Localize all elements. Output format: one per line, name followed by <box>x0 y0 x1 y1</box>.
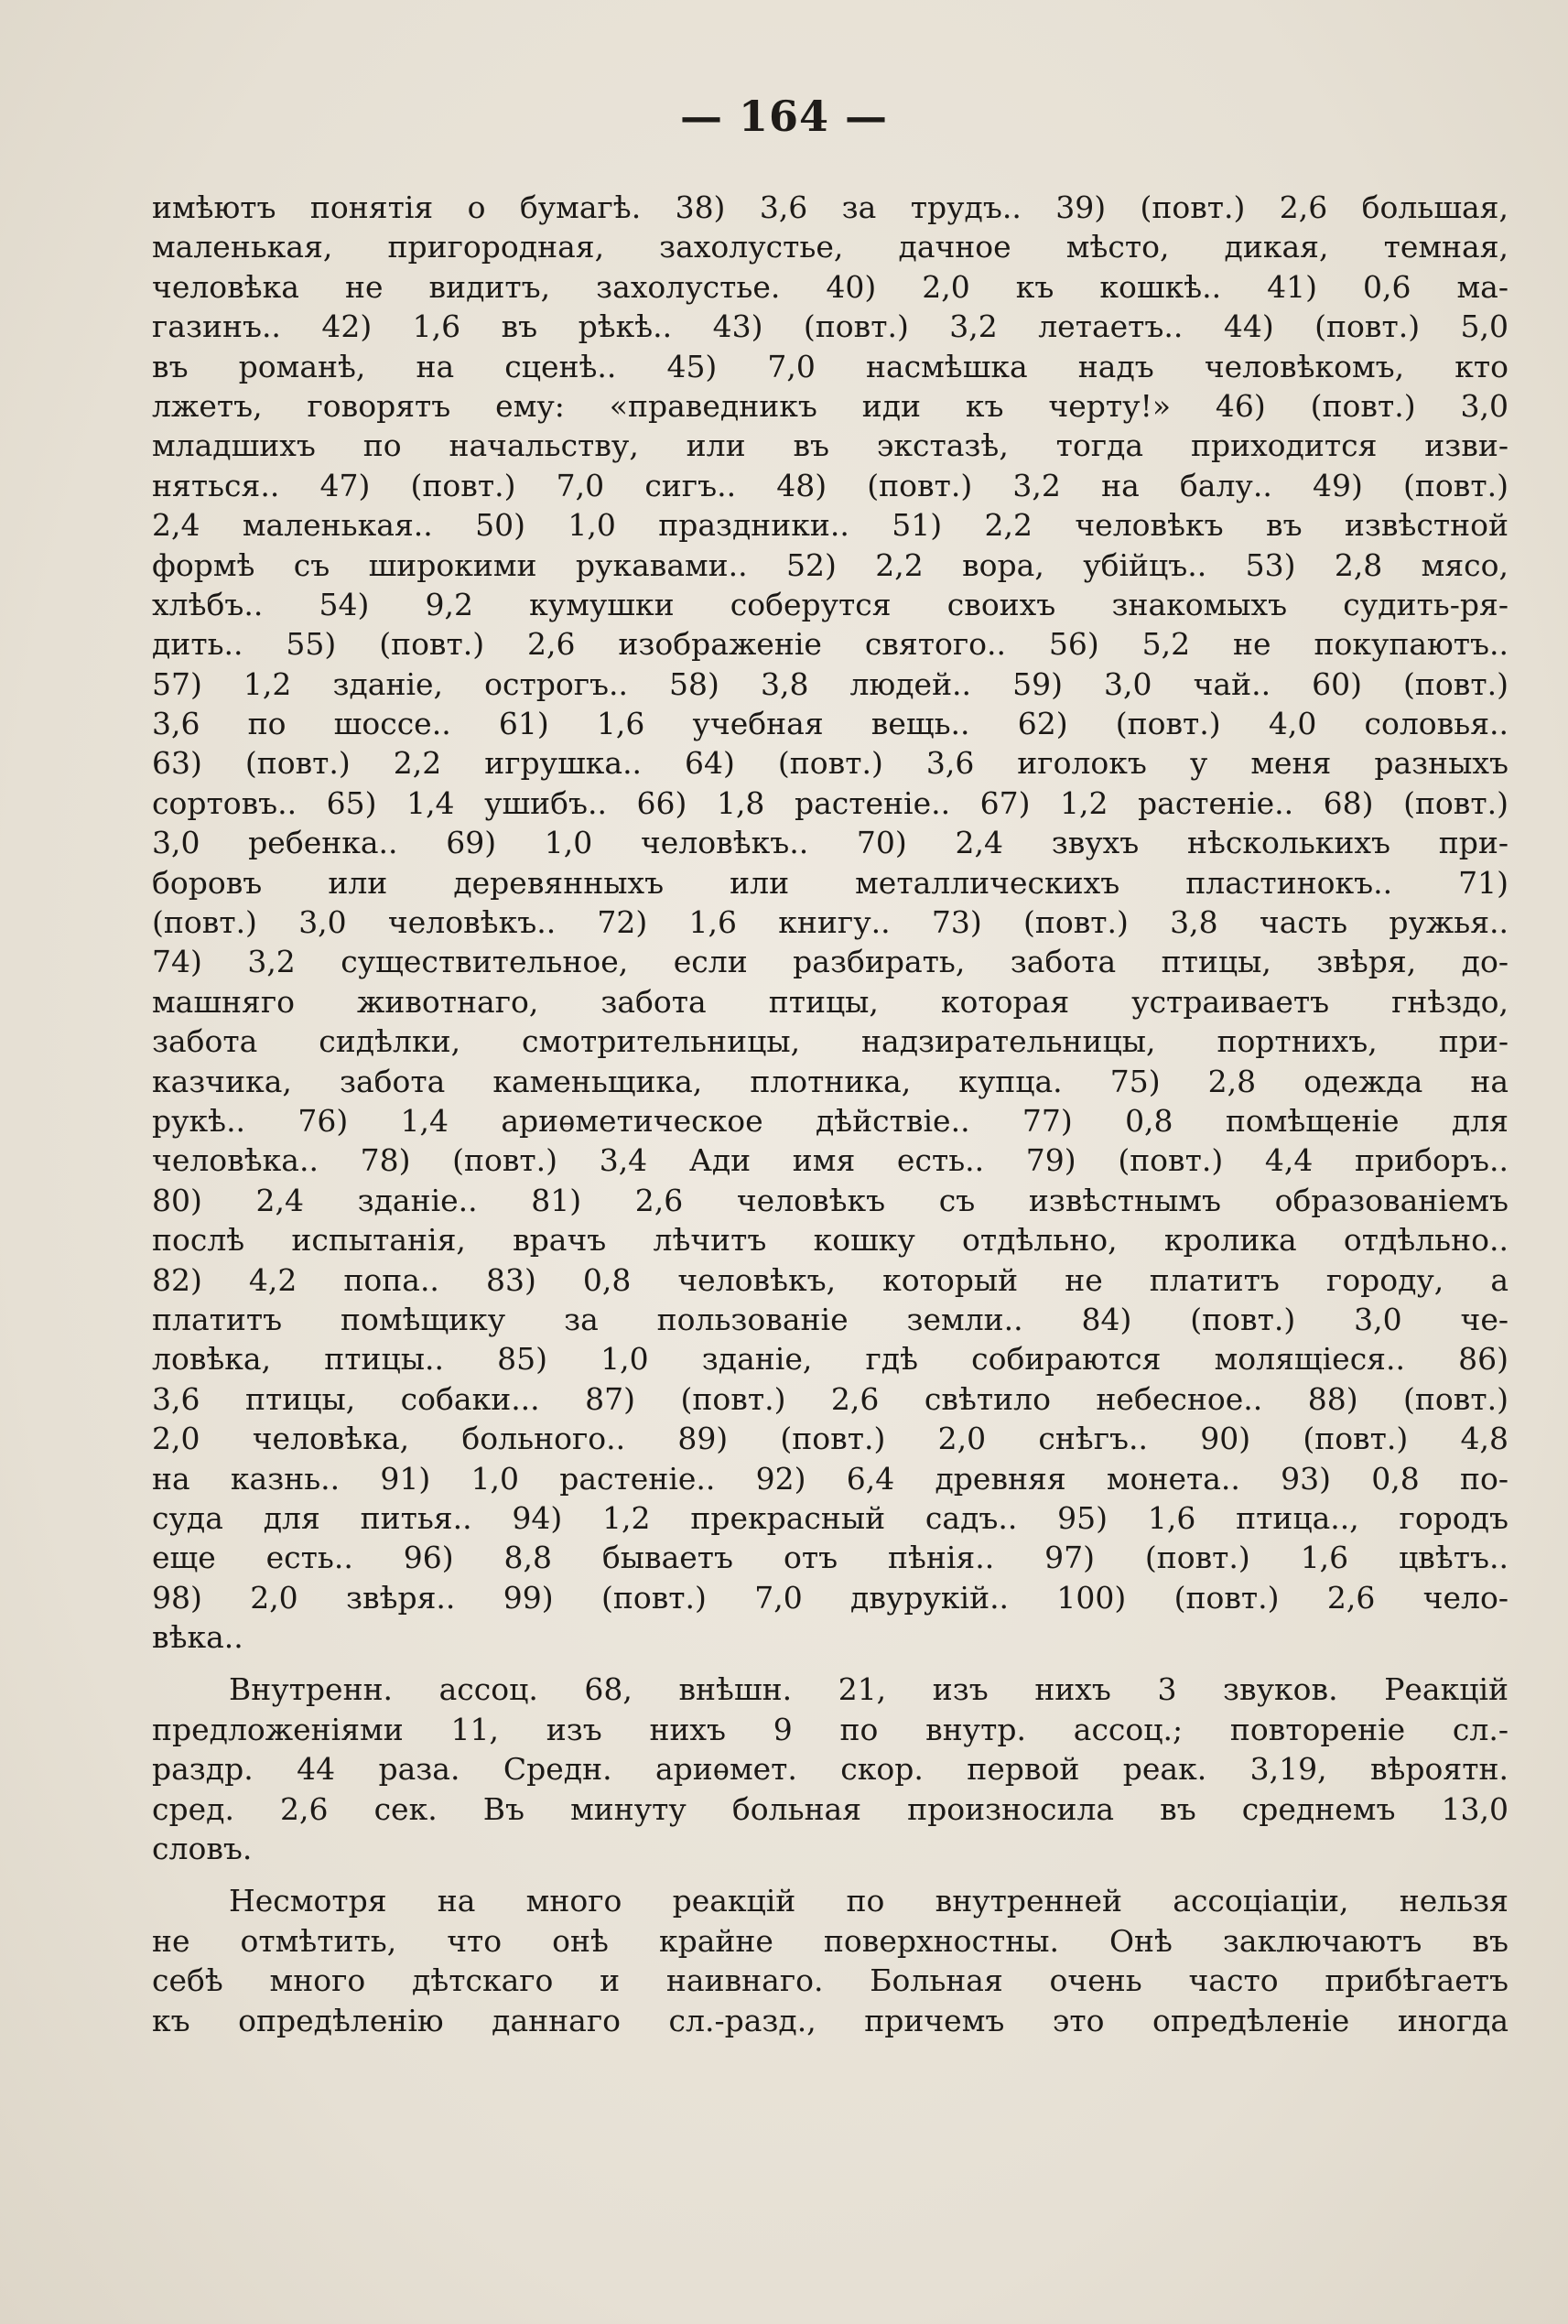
text-line: не отмѣтить, что онѣ крайне поверхностны. Онѣ заключаютъ въ <box>152 1922 1509 1959</box>
text-line: предложеніями 11, изъ нихъ 9 по внутр. ассоц.; повтореніе сл.- <box>152 1711 1509 1747</box>
text-line: Внутренн. ассоц. 68, внѣшн. 21, изъ нихъ 3 звуков. Реакцій <box>229 1671 1509 1708</box>
paragraph-analysis <box>152 1881 1509 2040</box>
text-line: сред. 2,6 сек. Въ минуту больная произносила въ среднемъ 13,0 <box>152 1790 1509 1827</box>
text-line: 98) 2,0 звѣря.. 99) (повт.) 7,0 двурукій.. 100) (повт.) 2,6 чело- <box>152 1579 1509 1616</box>
paragraph-summary <box>152 1670 1509 1868</box>
text-line: 57) 1,2 зданіе, острогъ.. 58) 3,8 людей.. 59) 3,0 чай.. 60) (повт.) <box>152 665 1509 702</box>
body-text <box>152 188 1509 2040</box>
text-line: 3,6 птицы, собаки... 87) (повт.) 2,6 свѣтило небесное.. 88) (повт.) <box>152 1380 1509 1417</box>
text-line: себѣ много дѣтскаго и наивнаго. Больная очень часто прибѣгаетъ <box>152 1962 1509 1999</box>
text-line: газинъ.. 42) 1,6 въ рѣкѣ.. 43) (повт.) 3,2 летаетъ.. 44) (повт.) 5,0 <box>152 308 1509 345</box>
text-line: сортовъ.. 65) 1,4 ушибъ.. 66) 1,8 растеніе.. 67) 1,2 растеніе.. 68) (повт.) <box>152 784 1509 821</box>
text-line: человѣка.. 78) (повт.) 3,4 Ади имя есть.. 79) (повт.) 4,4 приборъ.. <box>152 1142 1509 1179</box>
text-line: рукѣ.. 76) 1,4 ариѳметическое дѣйствіе.. 77) 0,8 помѣщеніе для <box>152 1102 1509 1139</box>
text-line: няться.. 47) (повт.) 7,0 сигъ.. 48) (повт.) 3,2 на балу.. 49) (повт.) <box>152 467 1509 503</box>
text-line: платитъ помѣщику за пользованіе земли.. 84) (повт.) 3,0 че- <box>152 1301 1509 1337</box>
text-line: 2,4 маленькая.. 50) 1,0 праздники.. 51) 2,2 человѣкъ въ извѣстной <box>152 507 1509 544</box>
text-line: 3,0 ребенка.. 69) 1,0 человѣкъ.. 70) 2,4 звухъ нѣсколькихъ при- <box>152 825 1509 861</box>
paragraph-reaction-list <box>152 188 1509 1657</box>
text-line: еще есть.. 96) 8,8 бываетъ отъ пѣнія.. 97) (повт.) 1,6 цвѣтъ.. <box>152 1540 1509 1576</box>
text-line: на казнь.. 91) 1,0 растеніе.. 92) 6,4 древняя монета.. 93) 0,8 по- <box>152 1460 1509 1497</box>
text-line: 74) 3,2 существительное, если разбирать, забота птицы, звѣря, до- <box>152 944 1509 980</box>
text-line: (повт.) 3,0 человѣкъ.. 72) 1,6 книгу.. 73) (повт.) 3,8 часть ружья.. <box>152 904 1509 941</box>
text-line: машняго животнаго, забота птицы, которая устраиваетъ гнѣздо, <box>152 983 1509 1020</box>
text-line: раздр. 44 раза. Средн. ариѳмет. скор. первой реак. 3,19, вѣроятн. <box>152 1751 1509 1788</box>
text-line: маленькая, пригородная, захолустье, дачное мѣсто, дикая, темная, <box>152 229 1509 265</box>
text-line: 2,0 человѣка, больного.. 89) (повт.) 2,0 снѣгъ.. 90) (повт.) 4,8 <box>152 1421 1509 1457</box>
text-line: формѣ съ широкими рукавами.. 52) 2,2 вора, убійцъ.. 53) 2,8 мясо, <box>152 546 1509 583</box>
text-line: хлѣбъ.. 54) 9,2 кумушки соберутся своихъ знакомыхъ судить-ря- <box>152 586 1509 622</box>
text-line: забота сидѣлки, смотрительницы, надзирательницы, портнихъ, при- <box>152 1023 1509 1060</box>
text-line: Несмотря на много реакцій по внутренней ассоціаціи, нельзя <box>229 1883 1509 1919</box>
text-line: словъ. <box>152 1831 253 1867</box>
text-line: суда для питья.. 94) 1,2 прекрасный садъ.. 95) 1,6 птица.., городъ <box>152 1499 1509 1536</box>
text-line: младшихъ по начальству, или въ экстазѣ, тогда приходится изви- <box>152 427 1509 464</box>
text-line: имѣютъ понятія о бумагѣ. 38) 3,6 за трудъ.. 39) (повт.) 2,6 большая, <box>152 189 1509 225</box>
page-number: — 164 — <box>679 92 889 141</box>
text-line: 82) 4,2 попа.. 83) 0,8 человѣкъ, который не платитъ городу, а <box>152 1261 1509 1298</box>
text-line: дить.. 55) (повт.) 2,6 изображеніе святого.. 56) 5,2 не покупаютъ.. <box>152 626 1509 663</box>
text-line: къ опредѣленію даннаго сл.-разд., причемъ это опредѣленіе иногда <box>152 2002 1509 2038</box>
text-line: боровъ или деревянныхъ или металлическихъ пластинокъ.. 71) <box>152 864 1509 901</box>
text-line: ловѣка, птицы.. 85) 1,0 зданіе, гдѣ собираются молящіеся.. 86) <box>152 1341 1509 1378</box>
text-line: 3,6 по шоссе.. 61) 1,6 учебная вещь.. 62) (повт.) 4,0 соловья.. <box>152 706 1509 742</box>
paragraph-gap <box>152 1868 1509 1881</box>
paragraph-gap <box>152 1657 1509 1670</box>
text-line: 63) (повт.) 2,2 игрушка.. 64) (повт.) 3,6 иголокъ у меня разныхъ <box>152 745 1509 782</box>
text-line: человѣка не видитъ, захолустье. 40) 2,0 къ кошкѣ.. 41) 0,6 ма- <box>152 268 1509 305</box>
text-line: послѣ испытанія, врачъ лѣчитъ кошку отдѣльно, кролика отдѣльно.. <box>152 1222 1509 1259</box>
text-line: въ романѣ, на сценѣ.. 45) 7,0 насмѣшка надъ человѣкомъ, кто <box>152 348 1509 384</box>
text-line: лжетъ, говорятъ ему: «праведникъ иди къ черту!» 46) (повт.) 3,0 <box>152 387 1509 424</box>
text-line: вѣка.. <box>152 1619 243 1656</box>
text-line: казчика, забота каменьщика, плотника, купца. 75) 2,8 одежда на <box>152 1063 1509 1099</box>
text-line: 80) 2,4 зданіе.. 81) 2,6 человѣкъ съ извѣстнымъ образованіемъ <box>152 1182 1509 1218</box>
